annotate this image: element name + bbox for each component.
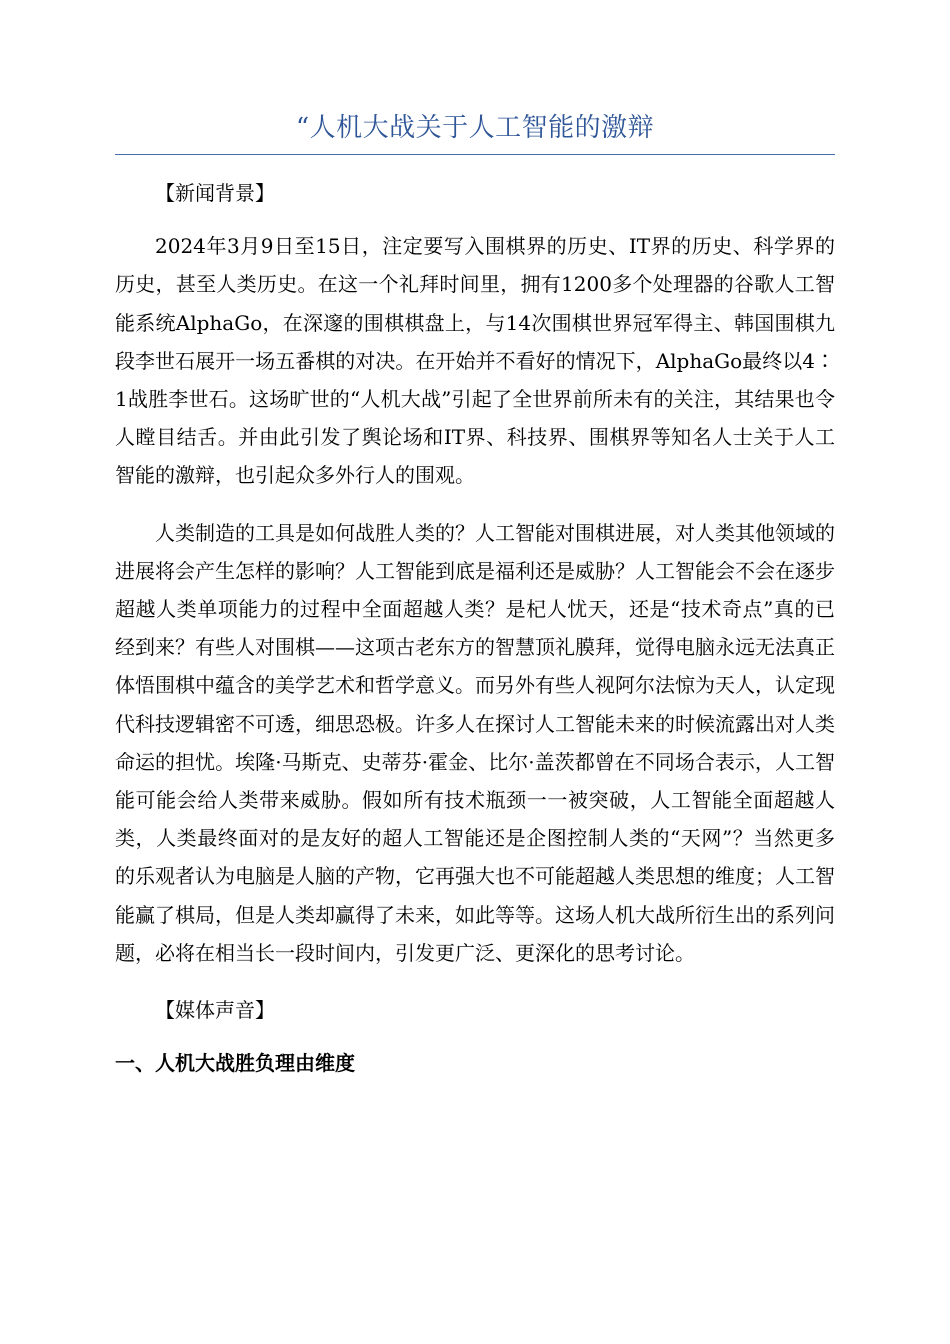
media-voice-label: 【媒体声音】	[155, 998, 275, 1023]
title-underline	[115, 154, 835, 155]
section-heading-1: 一、人机大战胜负理由维度	[115, 1051, 355, 1076]
paragraph-2: 人类制造的工具是如何战胜人类的？人工智能对围棋进展，对人类其他领域的进展将会产生怎样的影响？人工智能到底是福利还是威胁？人工智能会不会在逐步超越人类单项能力的过程中全面超越人类？是杞人忧天，还是“技术奇点”真的已经到来？有些人对围棋——这项古老东方的智慧顶礼膜拜，觉得电脑永远无法真正体悟围棋中蕴含的美学艺术和哲学意义。而另外有些人视阿尔法惊为天人，认定现代科技逻辑密不可透，细思恐极。许多人在探讨人工智能未来的时候流露出对人类命运的担忧。埃隆·马斯克、史蒂芬·霍金、比尔·盖茨都曾在不同场合表示，人工智能可能会给人类带来威胁。假如所有技术瓶颈一一被突破，人工智能全面超越人类，人类最终面对的是友好的超人工智能还是企图控制人类的“天网”？当然更多的乐观者认为电脑是人脑的产物，它再强大也不可能超越人类思想的维度；人工智能赢了棋局，但是人类却赢得了未来，如此等等。这场人机大战所衍生出的系列问题，必将在相当长一段时间内，引发更广泛、更深化的思考讨论。	[115, 520, 835, 965]
document-title: “人机大战关于人工智能的激辩	[295, 113, 655, 143]
news-background-label: 【新闻背景】	[155, 181, 275, 205]
paragraph-1: 2024年3月9日至15日，注定要写入围棋界的历史、IT界的历史、科学界的历史，甚至人类历史。在这一个礼拜时间里，拥有1200多个处理器的谷歌人工智能系统AlphaGo，在深邃的围棋棋盘上，与14次围棋世界冠军得主、韩国围棋九段李世石展开一场五番棋的对决。在开始并不看好的情况下，AlphaGo最终以4∶1战胜李世石。这场旷世的“人机大战”引起了全世界前所未有的关注，其结果也令人瞠目结舌。并由此引发了舆论场和IT界、科技界、围棋界等知名人士关于人工智能的激辩，也引起众多外行人的围观。	[115, 234, 835, 488]
document-body	[115, 174, 835, 1082]
